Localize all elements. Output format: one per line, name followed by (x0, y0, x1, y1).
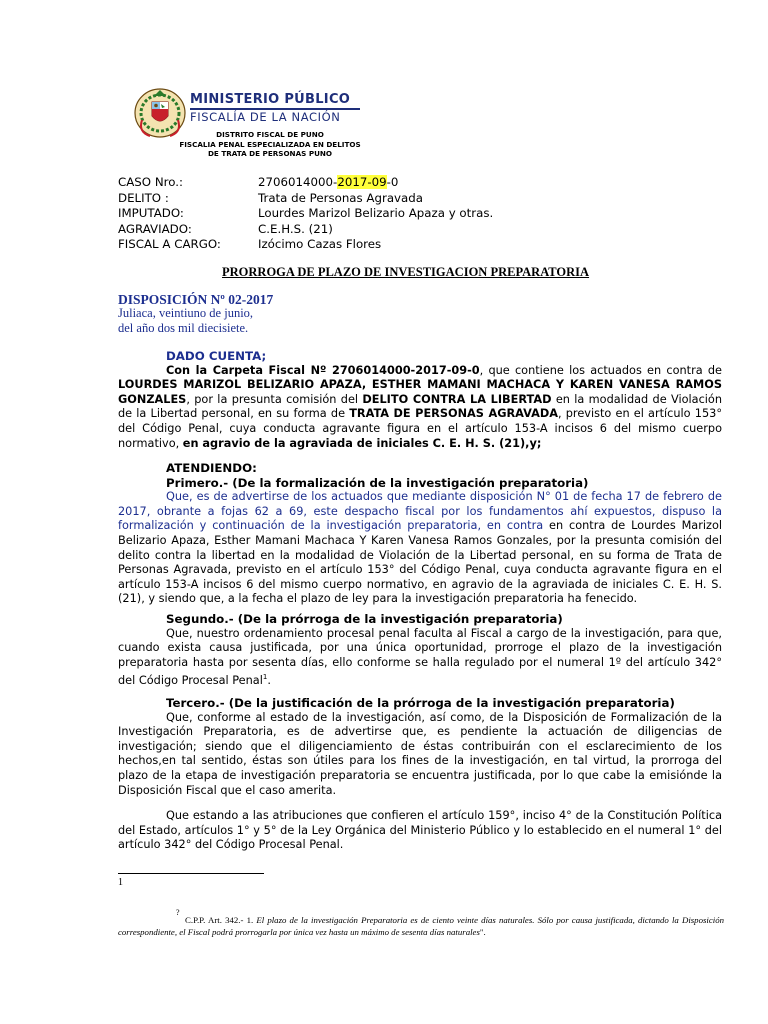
footnote-text: C.P.P. Art. 342.- 1. El plazo de la investigación Preparatoria es de ciento veinte días naturales. Sólo por causa justificada, dictando la Disposición correspondiente, el Fiscal podrá prorrogarla por única vez hasta un máximo de sesenta días naturales". (118, 915, 724, 937)
date-line: del año dos mil diecisiete. (118, 321, 249, 335)
case-number-value: 2706014000-2017-09-0 (258, 175, 399, 189)
institution-name: MINISTERIO PÚBLICO (190, 92, 351, 107)
footnote-divider (118, 873, 264, 874)
institution-brand (190, 93, 360, 124)
accused-row (118, 206, 493, 222)
date-block (118, 306, 253, 336)
document-title: PRORROGA DE PLAZO DE INVESTIGACION PREPARATORIA (222, 265, 590, 279)
footnote-ref: 1 (262, 673, 268, 682)
segundo-heading: Segundo.- (De la prórroga de la investigación preparatoria) (166, 612, 563, 626)
victim-value: C.E.H.S. (21) (258, 221, 333, 236)
final-section (118, 809, 722, 853)
crime-label: DELITO : (118, 190, 169, 205)
district-line: FISCALIA PENAL ESPECIALIZADA EN DELITOS (179, 139, 361, 149)
date-line: Juliaca, veintiuno de junio, (118, 306, 254, 320)
crime-row (118, 191, 493, 207)
case-info-table (118, 175, 493, 253)
victim-row (118, 222, 493, 238)
victim-label: AGRAVIADO: (118, 221, 192, 236)
prosecutor-value: Izócimo Cazas Flores (258, 237, 382, 251)
prosecutor-label: FISCAL A CARGO: (118, 237, 221, 251)
highlighted-text: 2017-09 (337, 175, 387, 189)
section-heading: DADO CUENTA; (166, 349, 267, 363)
institution-subtitle: FISCALÍA DE LA NACIÓN (190, 110, 341, 124)
footnote-mark: ? (176, 908, 180, 917)
case-number-label: CASO Nro.: (118, 175, 183, 189)
case-number-row (118, 175, 493, 191)
prosecutor-row (118, 237, 493, 253)
segundo-paragraph: Que, nuestro ordenamiento procesal penal faculta al Fiscal a cargo de la investigación, para que, cuando exista causa justificada, por una única oportunidad, prorroge el plazo de la investigación preparatoria hasta por sesenta días, ello conforme se halla regulado por el numeral 1º del artículo 342° del Código Procesal Penal$^1$. (118, 626, 722, 688)
primero-paragraph: Que, es de advertirse de los actuados que mediante disposición N° 01 de fecha 17 de febrero de 2017, obrante a fojas 62 a 69, este despacho fiscal por los fundamentos ahí expuestos, dispuso la formalización y continuación de la investigación preparatoria, en contra en contra de Lourdes Marizol Belizario Apaza, Esther Mamani Machaca Y Karen Vanesa Ramos Gonzales, por la presunta comisión del delito contra la libertad en la modalidad de Violación de la Libertad personal, en su forma de Trata de Personas Agravada, previsto en el artículo 153° del Código Penal, cuya conducta agravante figura en el artículo 153-A incisos 6 del mismo cuerpo normativo, en agravio de la agraviada de iniciales C. E. H. S. (21), y siendo que, a la fecha el plazo de ley para la investigación preparatoria ha fenecido. (118, 490, 722, 606)
dado-cuenta-paragraph: Con la Carpeta Fiscal Nº 2706014000-2017-09-0, que contiene los actuados en contra de LOURDES MARIZOL BELIZARIO APAZA, ESTHER MAMANI MACHACA Y KAREN VANESA RAMOS GONZALES, por la presunta comisión del DELITO CONTRA LA LIBERTAD en la modalidad de Violación de la Libertad personal, en su forma de TRATA DE PERSONAS AGRAVADA, previsto en el artículo 153° del Código Penal, cuya conducta agravante figura en el artículo 153-A incisos 6 del mismo cuerpo normativo, en agravio de la agraviada de iniciales C. E. H. S. (21),y; (118, 363, 722, 450)
final-paragraph: Que estando a las atribuciones que confieren el artículo 159°, inciso 4° de la Constitución Política del Estado, artículos 1° y 5° de la Ley Orgánica del Ministerio Público y lo establecido en el numeral 1° del artículo 342° del Código Procesal Penal. (118, 809, 722, 852)
accused-value: Lourdes Marizol Belizario Apaza y otras. (258, 206, 494, 220)
tercero-paragraph: Que, conforme al estado de la investigación, así como, de la Disposición de Formalización de la Investigación Preparatoria, es de advertirse que, es pendiente la actuación de diligencias de investigación; siendo que el diligenciamiento de éstas contribuirán con el esclarecimiento de los hechos,en tal sentido, éstas son útiles para los fines de la investigación, en tal virtud, la prorroga del plazo de la etapa de investigación preparatoria se encuentra justificada, por lo que cabe la emisiónde la Disposición Fiscal que el caso amerita. (118, 710, 722, 797)
footnote-number: 1 (118, 877, 123, 888)
primero-heading: Primero.- (De la formalización de la investigación preparatoria) (166, 475, 589, 490)
section-heading: ATENDIENDO: (166, 461, 257, 475)
disposition-number: DISPOSICIÓN Nº 02-2017 (118, 292, 274, 307)
dado-cuenta-section (118, 349, 722, 451)
tercero-heading: Tercero.- (De la justificación de la prórroga de la investigación preparatoria) (166, 696, 675, 710)
district-line: DE TRATA DE PERSONAS PUNO (207, 149, 333, 158)
segundo-section (118, 612, 722, 689)
atendiendo-section (118, 461, 722, 607)
district-header (160, 130, 380, 159)
tercero-section (118, 696, 722, 798)
accused-label: IMPUTADO: (118, 206, 184, 220)
crime-value: Trata de Personas Agravada (258, 190, 423, 205)
district-line: DISTRITO FISCAL DE PUNO (216, 130, 324, 139)
